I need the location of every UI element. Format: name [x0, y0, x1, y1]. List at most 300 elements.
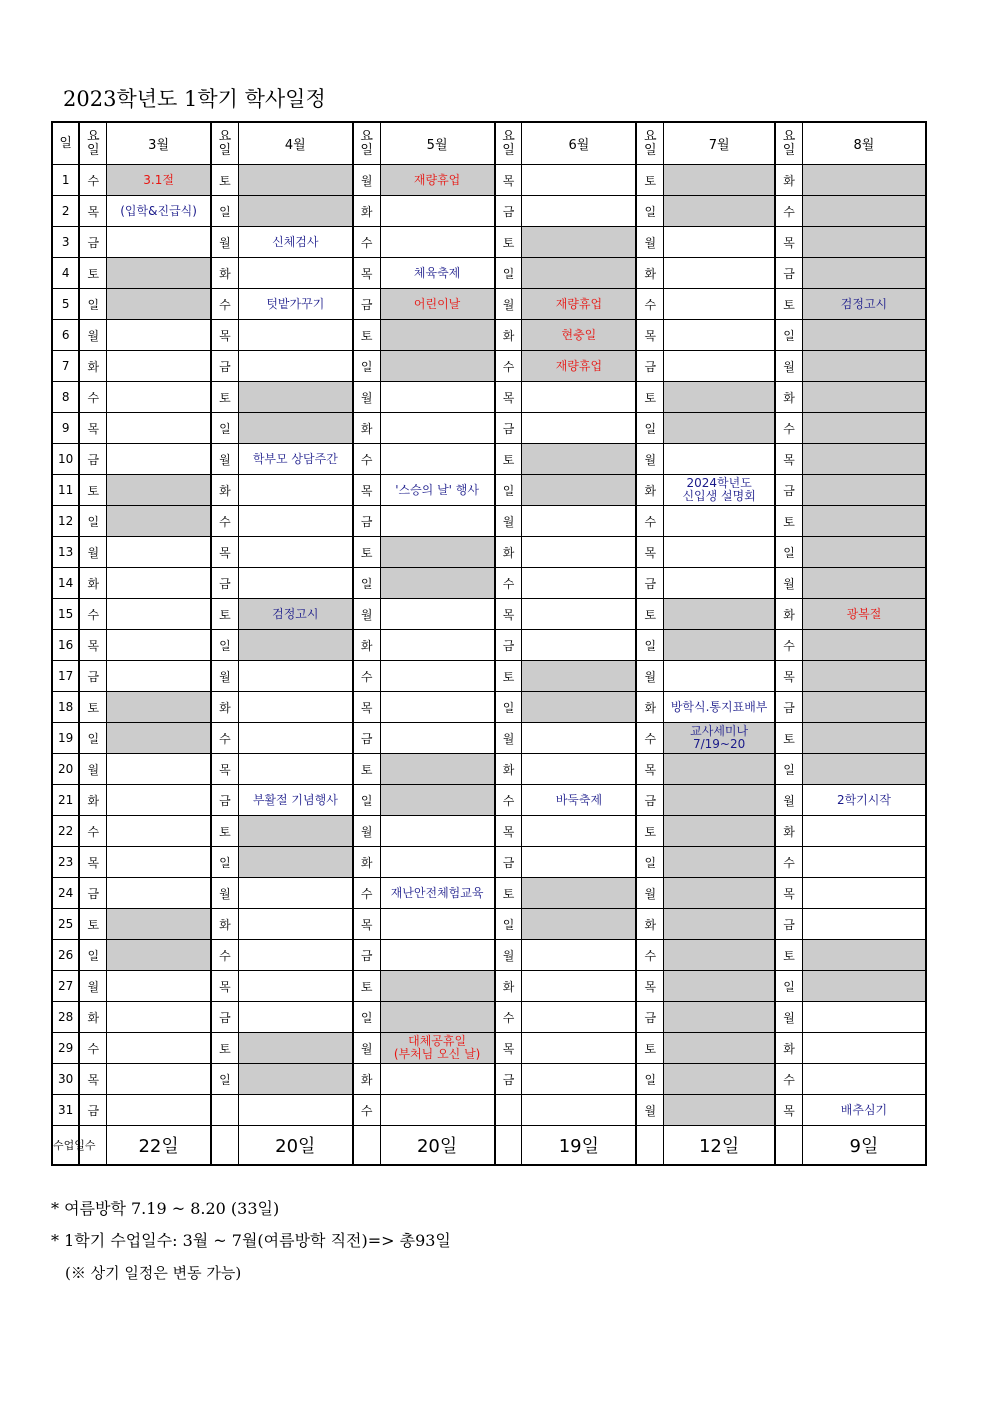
- day-number: 6: [52, 320, 79, 351]
- weekday-cell: 수: [79, 816, 106, 847]
- weekday-cell: 토: [636, 1033, 663, 1064]
- day-number: 4: [52, 258, 79, 289]
- event-cell: [238, 909, 352, 940]
- event-cell: [522, 599, 636, 630]
- event-cell: [107, 568, 211, 599]
- calendar-row: [52, 754, 926, 785]
- event-cell: [238, 537, 352, 568]
- event-cell: [107, 878, 211, 909]
- day-number: 21: [52, 785, 79, 816]
- event-cell: [238, 630, 352, 661]
- event-cell: [802, 847, 926, 878]
- weekday-cell: 화: [211, 692, 238, 723]
- calendar-row: [52, 785, 926, 816]
- event-cell: [107, 847, 211, 878]
- weekday-cell: 화: [495, 971, 522, 1002]
- note-school-days: * 1학기 수업일수: 3월 ~ 7월(여름방학 직전)=> 총93일: [51, 1231, 451, 1250]
- weekday-cell: 화: [775, 165, 802, 196]
- weekday-cell: 일: [211, 196, 238, 227]
- weekday-cell: 금: [79, 878, 106, 909]
- event-cell: [107, 506, 211, 537]
- event-cell: [380, 599, 494, 630]
- weekday-cell: 일: [495, 258, 522, 289]
- event-cell: [802, 692, 926, 723]
- event-cell: [664, 289, 775, 320]
- event-cell: [522, 413, 636, 444]
- event-cell: [522, 444, 636, 475]
- weekday-cell: 화: [211, 258, 238, 289]
- weekday-cell: 월: [211, 878, 238, 909]
- weekday-cell: 수: [495, 785, 522, 816]
- event-cell: [238, 1002, 352, 1033]
- event-cell: [380, 1064, 494, 1095]
- weekday-cell: 월: [636, 878, 663, 909]
- weekday-cell: 토: [353, 537, 380, 568]
- weekday-cell: 토: [211, 165, 238, 196]
- weekday-cell: 화: [495, 320, 522, 351]
- weekday-cell: 목: [636, 971, 663, 1002]
- event-cell: [107, 1002, 211, 1033]
- weekday-cell: 목: [353, 909, 380, 940]
- event-cell: [380, 227, 494, 258]
- day-number: 7: [52, 351, 79, 382]
- event-cell: [380, 506, 494, 537]
- day-number: 28: [52, 1002, 79, 1033]
- event-cell: 재난안전체험교육: [380, 878, 494, 909]
- weekday-cell: 수: [353, 227, 380, 258]
- calendar-row: [52, 506, 926, 537]
- calendar-row: [52, 258, 926, 289]
- weekday-cell: 토: [79, 909, 106, 940]
- header-weekday: 요 일: [636, 122, 663, 165]
- event-cell: [107, 1064, 211, 1095]
- weekday-cell: 금: [495, 413, 522, 444]
- event-cell: [664, 909, 775, 940]
- event-cell: [664, 258, 775, 289]
- event-cell: [238, 754, 352, 785]
- weekday-cell: 토: [79, 258, 106, 289]
- calendar-row: [52, 1095, 926, 1126]
- weekday-cell: 토: [495, 661, 522, 692]
- weekday-cell: 일: [211, 413, 238, 444]
- event-cell: [107, 940, 211, 971]
- event-cell: [664, 1095, 775, 1126]
- weekday-cell: 수: [211, 723, 238, 754]
- event-cell: [522, 630, 636, 661]
- event-cell: [107, 630, 211, 661]
- day-number: 29: [52, 1033, 79, 1064]
- weekday-cell: 금: [636, 351, 663, 382]
- event-cell: [238, 196, 352, 227]
- calendar-row: [52, 196, 926, 227]
- day-number: 24: [52, 878, 79, 909]
- weekday-cell: [211, 1095, 238, 1126]
- event-cell: 체육축제: [380, 258, 494, 289]
- event-cell: [802, 475, 926, 506]
- weekday-cell: 수: [636, 506, 663, 537]
- weekday-cell: 목: [495, 599, 522, 630]
- weekday-cell: 화: [353, 630, 380, 661]
- event-cell: [664, 537, 775, 568]
- weekday-cell: 수: [353, 444, 380, 475]
- school-days-count: 20일: [380, 1126, 494, 1166]
- school-days-blank: [636, 1126, 663, 1166]
- calendar-row: [52, 320, 926, 351]
- event-cell: [802, 909, 926, 940]
- weekday-cell: 토: [495, 444, 522, 475]
- weekday-cell: 일: [79, 723, 106, 754]
- weekday-cell: 목: [636, 754, 663, 785]
- weekday-cell: 일: [775, 971, 802, 1002]
- weekday-cell: 일: [775, 754, 802, 785]
- day-number: 12: [52, 506, 79, 537]
- weekday-cell: 수: [353, 1095, 380, 1126]
- event-cell: [107, 599, 211, 630]
- header-month: 4월: [238, 122, 352, 165]
- event-cell: [802, 320, 926, 351]
- weekday-cell: 목: [211, 320, 238, 351]
- event-cell: [522, 506, 636, 537]
- event-cell: [238, 971, 352, 1002]
- event-cell: [107, 475, 211, 506]
- event-cell: [238, 692, 352, 723]
- event-cell: [802, 444, 926, 475]
- weekday-cell: 목: [211, 537, 238, 568]
- event-cell: [107, 351, 211, 382]
- weekday-cell: 월: [775, 785, 802, 816]
- weekday-cell: 수: [636, 723, 663, 754]
- event-cell: [107, 816, 211, 847]
- day-number: 2: [52, 196, 79, 227]
- header-weekday: 요 일: [495, 122, 522, 165]
- event-cell: [238, 1095, 352, 1126]
- event-cell: [664, 413, 775, 444]
- event-cell: [522, 692, 636, 723]
- weekday-cell: 토: [211, 382, 238, 413]
- event-cell: [522, 661, 636, 692]
- weekday-cell: 수: [495, 568, 522, 599]
- event-cell: [380, 661, 494, 692]
- weekday-cell: [495, 1095, 522, 1126]
- event-cell: [802, 878, 926, 909]
- event-cell: [664, 785, 775, 816]
- weekday-cell: 금: [775, 909, 802, 940]
- weekday-cell: 월: [775, 568, 802, 599]
- event-cell: [107, 227, 211, 258]
- weekday-cell: 목: [211, 971, 238, 1002]
- weekday-cell: 토: [495, 227, 522, 258]
- header-month: 7월: [664, 122, 775, 165]
- day-number: 8: [52, 382, 79, 413]
- weekday-cell: 금: [79, 227, 106, 258]
- weekday-cell: 금: [775, 475, 802, 506]
- weekday-cell: 토: [775, 289, 802, 320]
- weekday-cell: 월: [79, 754, 106, 785]
- event-cell: [380, 351, 494, 382]
- calendar-row: [52, 692, 926, 723]
- day-number: 5: [52, 289, 79, 320]
- event-cell: [380, 940, 494, 971]
- event-cell: 광복절: [802, 599, 926, 630]
- weekday-cell: 월: [211, 444, 238, 475]
- event-cell: [522, 227, 636, 258]
- event-cell: [522, 1033, 636, 1064]
- event-cell: [802, 537, 926, 568]
- weekday-cell: 목: [79, 847, 106, 878]
- calendar-row: [52, 723, 926, 754]
- event-cell: [802, 1033, 926, 1064]
- weekday-cell: 수: [775, 630, 802, 661]
- weekday-cell: 토: [775, 940, 802, 971]
- event-cell: 어린이날: [380, 289, 494, 320]
- calendar-row: [52, 444, 926, 475]
- event-cell: [522, 878, 636, 909]
- weekday-cell: 월: [353, 382, 380, 413]
- event-cell: [802, 1064, 926, 1095]
- day-number: 17: [52, 661, 79, 692]
- event-cell: [380, 568, 494, 599]
- weekday-cell: 토: [636, 382, 663, 413]
- weekday-cell: 금: [495, 847, 522, 878]
- weekday-cell: 일: [775, 320, 802, 351]
- event-cell: [802, 568, 926, 599]
- weekday-cell: 목: [495, 165, 522, 196]
- calendar-row: [52, 1033, 926, 1064]
- event-cell: [380, 847, 494, 878]
- header-weekday: 요 일: [353, 122, 380, 165]
- weekday-cell: 일: [495, 692, 522, 723]
- event-cell: [107, 537, 211, 568]
- event-cell: [802, 1002, 926, 1033]
- weekday-cell: 수: [636, 289, 663, 320]
- weekday-cell: 화: [775, 599, 802, 630]
- calendar-row: [52, 661, 926, 692]
- weekday-cell: 월: [636, 444, 663, 475]
- weekday-cell: 일: [353, 1002, 380, 1033]
- weekday-cell: 목: [495, 816, 522, 847]
- event-cell: [522, 196, 636, 227]
- event-cell: [802, 971, 926, 1002]
- weekday-cell: 화: [79, 351, 106, 382]
- calendar-row: [52, 816, 926, 847]
- calendar-row: [52, 909, 926, 940]
- weekday-cell: 금: [775, 258, 802, 289]
- event-cell: [522, 971, 636, 1002]
- day-number: 13: [52, 537, 79, 568]
- day-number: 14: [52, 568, 79, 599]
- event-cell: [522, 382, 636, 413]
- day-number: 16: [52, 630, 79, 661]
- event-cell: [664, 754, 775, 785]
- event-cell: [664, 630, 775, 661]
- calendar-row: [52, 289, 926, 320]
- event-cell: 대체공휴일 (부처님 오신 날): [380, 1033, 494, 1064]
- event-cell: 재량휴업: [522, 351, 636, 382]
- event-cell: [664, 661, 775, 692]
- calendar-row: [52, 940, 926, 971]
- weekday-cell: 토: [353, 971, 380, 1002]
- weekday-cell: 금: [211, 785, 238, 816]
- weekday-cell: 목: [775, 444, 802, 475]
- event-cell: [522, 1002, 636, 1033]
- school-days-row: [52, 1126, 926, 1166]
- event-cell: [238, 878, 352, 909]
- event-cell: [380, 692, 494, 723]
- event-cell: [522, 940, 636, 971]
- event-cell: [238, 351, 352, 382]
- weekday-cell: 수: [495, 351, 522, 382]
- day-number: 3: [52, 227, 79, 258]
- day-number: 18: [52, 692, 79, 723]
- event-cell: [380, 320, 494, 351]
- weekday-cell: 일: [353, 568, 380, 599]
- event-cell: 2024학년도 신입생 설명회: [664, 475, 775, 506]
- weekday-cell: 일: [211, 1064, 238, 1095]
- event-cell: [238, 506, 352, 537]
- weekday-cell: 금: [353, 289, 380, 320]
- weekday-cell: 금: [353, 723, 380, 754]
- event-cell: [238, 475, 352, 506]
- weekday-cell: 금: [79, 661, 106, 692]
- weekday-cell: 토: [353, 320, 380, 351]
- event-cell: [802, 382, 926, 413]
- weekday-cell: 화: [775, 1033, 802, 1064]
- event-cell: [522, 909, 636, 940]
- event-cell: [802, 661, 926, 692]
- weekday-cell: 목: [636, 320, 663, 351]
- calendar-row: [52, 537, 926, 568]
- weekday-cell: 화: [353, 196, 380, 227]
- event-cell: 방학식.통지표배부: [664, 692, 775, 723]
- weekday-cell: 화: [211, 475, 238, 506]
- header-weekday: 요 일: [775, 122, 802, 165]
- day-number: 22: [52, 816, 79, 847]
- day-number: 23: [52, 847, 79, 878]
- event-cell: [522, 1095, 636, 1126]
- event-cell: [664, 1064, 775, 1095]
- weekday-cell: 목: [353, 258, 380, 289]
- weekday-cell: 토: [211, 599, 238, 630]
- weekday-cell: 목: [353, 692, 380, 723]
- weekday-cell: 월: [495, 289, 522, 320]
- weekday-cell: 금: [79, 1095, 106, 1126]
- event-cell: [107, 1033, 211, 1064]
- day-number: 26: [52, 940, 79, 971]
- calendar-row: [52, 568, 926, 599]
- weekday-cell: 일: [495, 475, 522, 506]
- weekday-cell: 목: [775, 878, 802, 909]
- weekday-cell: 화: [636, 475, 663, 506]
- calendar-row: [52, 971, 926, 1002]
- event-cell: [522, 258, 636, 289]
- note-summer-break: * 여름방학 7.19 ~ 8.20 (33일): [51, 1199, 280, 1218]
- weekday-cell: 화: [353, 413, 380, 444]
- event-cell: 재량휴업: [522, 289, 636, 320]
- header-month: 8월: [802, 122, 926, 165]
- event-cell: [664, 506, 775, 537]
- event-cell: [238, 1064, 352, 1095]
- weekday-cell: 수: [775, 1064, 802, 1095]
- event-cell: [107, 909, 211, 940]
- event-cell: [380, 630, 494, 661]
- weekday-cell: 목: [79, 196, 106, 227]
- event-cell: [107, 382, 211, 413]
- weekday-cell: 일: [211, 630, 238, 661]
- event-cell: [664, 165, 775, 196]
- day-number: 9: [52, 413, 79, 444]
- event-cell: [802, 351, 926, 382]
- event-cell: 배추심기: [802, 1095, 926, 1126]
- weekday-cell: 수: [495, 1002, 522, 1033]
- weekday-cell: 금: [353, 506, 380, 537]
- weekday-cell: 금: [636, 568, 663, 599]
- school-days-blank: [775, 1126, 802, 1166]
- day-number: 15: [52, 599, 79, 630]
- weekday-cell: 화: [79, 1002, 106, 1033]
- event-cell: [802, 630, 926, 661]
- event-cell: [664, 568, 775, 599]
- event-cell: [664, 847, 775, 878]
- event-cell: [802, 940, 926, 971]
- weekday-cell: 목: [353, 475, 380, 506]
- event-cell: 신체검사: [238, 227, 352, 258]
- weekday-cell: 수: [211, 289, 238, 320]
- weekday-cell: 일: [775, 537, 802, 568]
- event-cell: [522, 754, 636, 785]
- weekday-cell: 목: [211, 754, 238, 785]
- school-days-blank: [211, 1126, 238, 1166]
- event-cell: [107, 320, 211, 351]
- weekday-cell: 수: [775, 413, 802, 444]
- event-cell: 교사세미나 7/19~20: [664, 723, 775, 754]
- event-cell: [522, 165, 636, 196]
- event-cell: [380, 723, 494, 754]
- weekday-cell: 월: [353, 599, 380, 630]
- event-cell: 현충일: [522, 320, 636, 351]
- calendar-row: [52, 351, 926, 382]
- event-cell: [664, 1033, 775, 1064]
- weekday-cell: 토: [79, 475, 106, 506]
- weekday-cell: 토: [636, 816, 663, 847]
- weekday-cell: 금: [211, 351, 238, 382]
- weekday-cell: 토: [495, 878, 522, 909]
- weekday-cell: 금: [495, 630, 522, 661]
- weekday-cell: 목: [79, 413, 106, 444]
- event-cell: [664, 599, 775, 630]
- calendar-row: [52, 630, 926, 661]
- weekday-cell: 수: [79, 1033, 106, 1064]
- event-cell: [802, 506, 926, 537]
- header-month: 6월: [522, 122, 636, 165]
- weekday-cell: 수: [636, 940, 663, 971]
- event-cell: [107, 785, 211, 816]
- event-cell: [107, 289, 211, 320]
- calendar-row: [52, 165, 926, 196]
- weekday-cell: 일: [353, 351, 380, 382]
- day-number: 25: [52, 909, 79, 940]
- event-cell: [664, 382, 775, 413]
- weekday-cell: 토: [79, 692, 106, 723]
- school-days-count: 22일: [107, 1126, 211, 1166]
- event-cell: 부활절 기념행사: [238, 785, 352, 816]
- weekday-cell: 금: [353, 940, 380, 971]
- event-cell: [380, 785, 494, 816]
- weekday-cell: 일: [353, 785, 380, 816]
- weekday-cell: 목: [495, 1033, 522, 1064]
- weekday-cell: 월: [211, 661, 238, 692]
- weekday-cell: 화: [775, 382, 802, 413]
- event-cell: '스승의 날' 행사: [380, 475, 494, 506]
